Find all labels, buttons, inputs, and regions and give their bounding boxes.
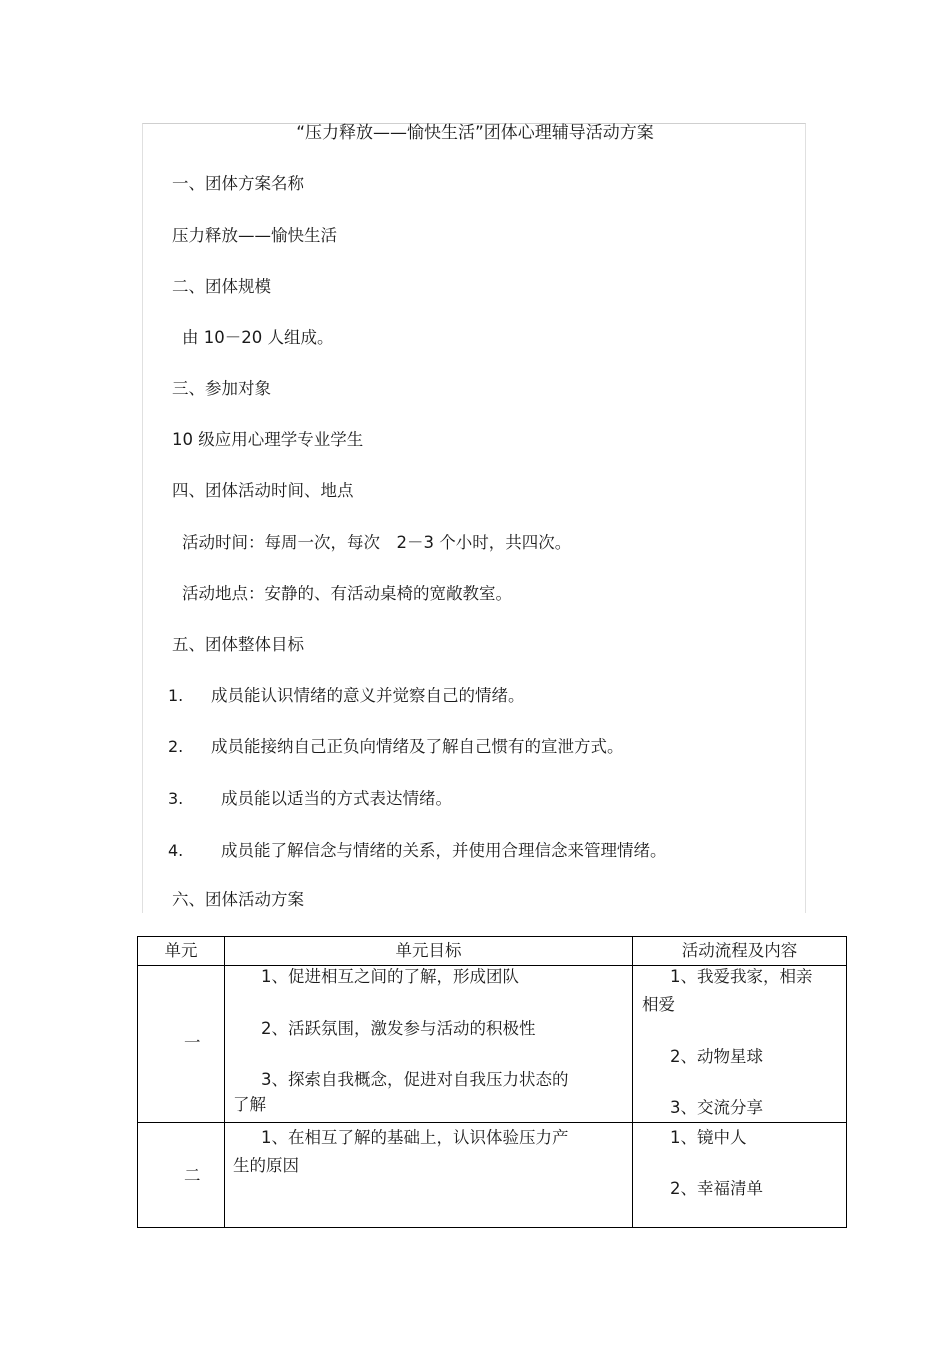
document-title: “压力释放——愉快生活”团体心理辅导活动方案 — [296, 123, 654, 143]
goal-text: 成员能以适当的方式表达情绪。 — [221, 789, 452, 808]
section-3-body: 10 级应用心理学专业学生 — [172, 430, 364, 449]
unit-label: 二 — [184, 1166, 201, 1185]
section-4-heading: 四、团体活动时间、地点 — [172, 481, 354, 500]
goal-text: 成员能认识情绪的意义并觉察自己的情绪。 — [211, 686, 525, 705]
section-3-heading: 三、参加对象 — [172, 379, 271, 398]
activities-cell — [633, 966, 847, 1123]
table-row — [138, 966, 847, 1123]
table-row — [138, 1123, 847, 1228]
header-unit-goal: 单元目标 — [225, 937, 633, 966]
goal-item: 3、探索自我概念，促进对自我压力状态的 — [261, 1070, 569, 1089]
activities-cell — [633, 1123, 847, 1228]
section-2-body: 由 10－20 人组成。 — [182, 328, 334, 347]
activity-item-continued: 相爱 — [642, 995, 675, 1014]
header-activities: 活动流程及内容 — [633, 937, 847, 966]
goal-text: 成员能接纳自己正负向情绪及了解自己惯有的宣泄方式。 — [211, 737, 624, 756]
unit-cell — [138, 1123, 225, 1228]
goal-number: 4. — [168, 841, 184, 860]
section-1-heading: 一、团体方案名称 — [172, 174, 304, 193]
unit-label: 一 — [184, 1033, 201, 1052]
activity-item: 1、我爱我家，相亲 — [670, 967, 813, 986]
section-2-heading: 二、团体规模 — [172, 277, 271, 296]
unit-goal-cell — [225, 966, 633, 1123]
section-4-time: 活动时间：每周一次，每次 2－3 个小时，共四次。 — [182, 533, 572, 552]
goal-item: 2、活跃氛围，激发参与活动的积极性 — [261, 1019, 536, 1038]
activity-plan-table — [137, 936, 847, 1228]
activity-item: 2、幸福清单 — [670, 1179, 763, 1198]
table-header-row — [138, 937, 847, 966]
goal-number: 1. — [168, 686, 184, 705]
section-4-place: 活动地点：安静的、有活动桌椅的宽敞教室。 — [182, 584, 512, 603]
goal-number: 3. — [168, 789, 184, 808]
goal-item: 1、在相互了解的基础上，认识体验压力产 — [261, 1128, 569, 1147]
goal-item-continued: 了解 — [233, 1095, 266, 1114]
goal-number: 2. — [168, 737, 184, 756]
goal-text: 成员能了解信念与情绪的关系，并使用合理信念来管理情绪。 — [221, 841, 667, 860]
header-unit: 单元 — [138, 937, 225, 966]
activity-item: 3、交流分享 — [670, 1098, 763, 1117]
goal-item: 1、促进相互之间的了解，形成团队 — [261, 967, 519, 986]
section-6-heading: 六、团体活动方案 — [172, 890, 304, 909]
goal-item-continued: 生的原因 — [233, 1156, 299, 1175]
unit-cell — [138, 966, 225, 1123]
activity-item: 1、镜中人 — [670, 1128, 747, 1147]
section-1-body: 压力释放——愉快生活 — [172, 226, 337, 245]
section-5-heading: 五、团体整体目标 — [172, 635, 304, 654]
activity-item: 2、动物星球 — [670, 1047, 763, 1066]
unit-goal-cell — [225, 1123, 633, 1228]
